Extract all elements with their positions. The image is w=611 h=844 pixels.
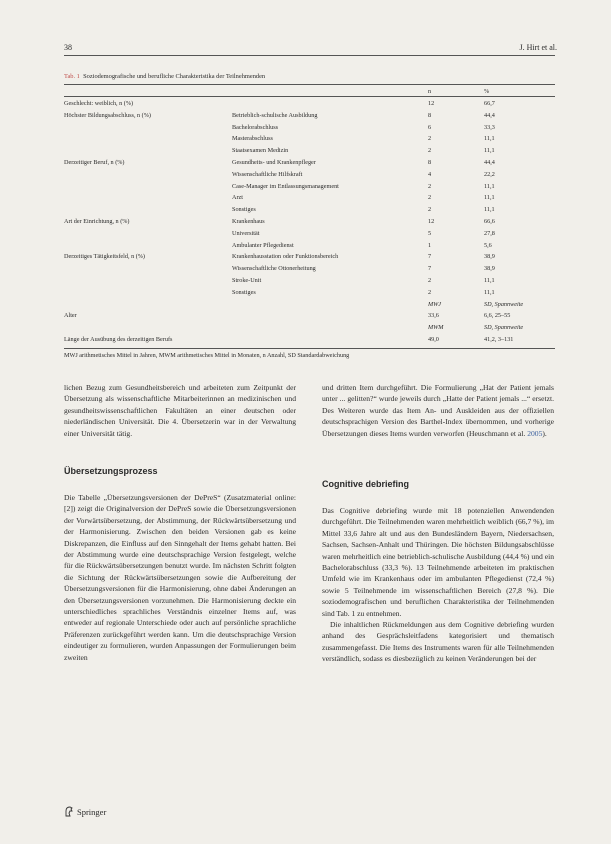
left-column-body bbox=[64, 492, 296, 663]
table-cell: Wissenschaftliche Hilfskraft bbox=[232, 170, 303, 178]
table-cell: 2 bbox=[428, 206, 432, 214]
table-cell: 8 bbox=[428, 111, 432, 119]
citation-link[interactable]: 2005 bbox=[527, 428, 543, 438]
table-cell: 2 bbox=[428, 182, 432, 190]
table-cell: Wissenschaftliche Ottonerheitung bbox=[232, 265, 316, 273]
right-column-body bbox=[322, 505, 554, 665]
table-cell: 49,0 bbox=[428, 336, 439, 343]
table-footnote: MWJ arithmetisches Mittel in Jahren, MWM arithmetisches Mittel in Monaten, n Anzahl, SD Standardabweichung bbox=[64, 352, 350, 359]
table-cell: Bachelorabschluss bbox=[232, 123, 279, 131]
table-cell: Masterabschluss bbox=[232, 135, 273, 143]
table-cell: 11,1 bbox=[484, 182, 495, 190]
table-cell: Gesundheits- und Krankenpfleger bbox=[232, 159, 316, 166]
table-cell: SD, Spannweite bbox=[484, 324, 524, 332]
table-header-percent: % bbox=[484, 88, 490, 95]
table-cell: 7 bbox=[428, 253, 432, 261]
table-cell: Geschlecht: weiblich, n (%) bbox=[64, 100, 134, 107]
page-number: 38 bbox=[64, 43, 72, 52]
table-cell: 2 bbox=[428, 277, 432, 284]
table-cell: 4 bbox=[428, 170, 432, 178]
table-cell: 5,6 bbox=[484, 241, 492, 249]
table-cell: 2 bbox=[428, 147, 432, 155]
table-cell: Staatsexamen Medizin bbox=[232, 147, 289, 155]
table-cell: MWJ bbox=[428, 300, 442, 308]
table-cell: 11,1 bbox=[484, 288, 495, 296]
table-cell: 22,2 bbox=[484, 170, 495, 178]
publisher-name: Springer bbox=[77, 806, 107, 817]
table-cell: Krankenhaus bbox=[232, 218, 265, 225]
table-cell: Stroke-Unit bbox=[232, 277, 262, 284]
table-cell: 11,1 bbox=[484, 147, 495, 155]
table-header-n: n bbox=[428, 88, 432, 95]
table-cell: Krankenhausstation oder Funktionsbereich bbox=[232, 253, 339, 261]
table-cell: Case-Manager im Entlassungsmanagement bbox=[232, 182, 339, 190]
table-cell: 66,6 bbox=[484, 218, 495, 225]
paragraph bbox=[322, 382, 554, 439]
table-cell: Ambulanter Pflegedienst bbox=[232, 241, 294, 249]
table-cell: 11,1 bbox=[484, 194, 495, 202]
running-header-authors: J. Hirt et al. bbox=[519, 43, 557, 52]
table-cell: Derzeitiger Beruf, n (%) bbox=[64, 159, 125, 166]
table-cell: Alter bbox=[64, 312, 77, 320]
table-cell: 33,6 bbox=[428, 312, 439, 320]
table-cell: 8 bbox=[428, 159, 432, 166]
section-heading-cognitive-debriefing: Cognitive debriefing bbox=[322, 479, 410, 489]
table-cell: 38,9 bbox=[484, 265, 495, 273]
table-top-rule bbox=[64, 84, 555, 85]
paragraph: lichen Bezug zum Gesundheitsbereich und arbeiteten zum Zeitpunkt der Übersetzung als wissenschaftliche Mitarbeiterinnen an medizinischen und gesundheitswissenschaftlichen Fakultäten an einer deutschen oder niederländischen Universität. Die 4. Übersetzerin war in der Verwaltung einer Universität tätig. bbox=[64, 383, 296, 438]
table-cell: 6 bbox=[428, 123, 432, 131]
table-label: Tab. 1 bbox=[64, 73, 80, 80]
table-cell: 38,9 bbox=[484, 253, 495, 261]
table-cell: 44,4 bbox=[484, 159, 495, 166]
table-cell: 2 bbox=[428, 194, 432, 202]
table-cell: Betrieblich-schulische Ausbildung bbox=[232, 111, 318, 119]
table-cell: 1 bbox=[428, 241, 432, 249]
table-cell: 44,4 bbox=[484, 111, 495, 119]
paragraph: Das Cognitive debriefing wurde mit 18 potenziellen Anwendenden durchgeführt. Die Teilnehmenden waren mehrheitlich weiblich (66,7 %), im Mittel 33,6 Jahre alt und aus den Bundesländern Bayern, Niedersachsen, Sachsen, Sachsen-Anhalt und Thüringen. Die höchsten Bildungsabschlüsse waren mehrheitlich eine betrieblich-schulische Ausbildung (44,4 %) und ein Bachelorabschluss (33,3 %). 13 Teilnehmende arbeiteten im praktischen Umfeld wie im Krankenhaus oder im ambulanten Pflegedienst (72,4 %) sowie 5 Teilnehmende im wissenschaftlichen Bereich (27,8 %). Die soziodemografischen und beruflichen Charakteristika der Teilnehmenden sind Tab. 1 zu entnehmen. bbox=[322, 506, 554, 618]
table-cell: 33,3 bbox=[484, 123, 495, 131]
table-cell: 41,2, 3–131 bbox=[484, 336, 514, 343]
springer-horse-icon bbox=[64, 806, 74, 817]
table-cell: 2 bbox=[428, 135, 432, 143]
left-column-intro bbox=[64, 382, 296, 439]
table-cell: 11,1 bbox=[484, 206, 495, 214]
table-cell: Sonstiges bbox=[232, 206, 256, 214]
table-caption bbox=[64, 73, 265, 80]
table-cell: Universität bbox=[232, 229, 260, 237]
header-rule bbox=[64, 55, 555, 56]
table-cell: 7 bbox=[428, 265, 432, 273]
table-cell: SD, Spannweite bbox=[484, 300, 524, 308]
table-cell: MWM bbox=[428, 324, 444, 332]
section-heading-translation: Übersetzungsprozess bbox=[64, 466, 158, 476]
table-cell: 12 bbox=[428, 100, 435, 107]
table-cell: Sonstiges bbox=[232, 288, 256, 296]
table-cell: 5 bbox=[428, 229, 432, 237]
paragraph-text: und dritten Item durchgeführt. Die Formulierung „Hat der Patient jemals unter ... gelitten?“ wurde jeweils durch „Hatte der Patient jemals ...“ ersetzt. Des Weiteren wurde das Item An- und Auskleiden aus der offiziellen deutschsprachigen Version des Barthel-Index übernommen, und vorherige Übersetzungen dieses Items wurden verworfen (Heuschmann et al. bbox=[322, 383, 554, 438]
paragraph: Die Tabelle „Übersetzungsversionen der DePreS“ (Zusatzmaterial online: [2]) zeigt die Originalversion der DePreS sowie die Übersetzungsversionen der Vorwärtsübersetzung, der Abstimmung, der Rückwärtsübersetzung und der Harmonisierung. Zwischen den beiden Versionen gab es keine Diskrepanzen, die Einfluss auf den Sinngehalt der Items gehabt hatten. Bei der Abstimmung wurde eine deutschsprachige Version festgelegt, welche für die Rückwärtsübersetzungen benutzt wurde. Im nächsten Schritt folgten die Sichtung der Rückwärtsübersetzungen sowie die Aufbereitung der Übersetzungsversionen für die Harmonisierung, ohne dabei Änderungen an den Übersetzungsversionen vorzunehmen. Die Harmonisierung deckte ein unterschiedliches sprachliches Verständnis einzelner Items auf, was entweder auf regionale Unterschiede oder auch auf persönliche sprachliche Präferenzen zurückgeführt werden kann. Um die deutschsprachige Version eindeutiger zu formulieren, wurden Anpassungen der Formulierungen beim zweiten bbox=[64, 493, 296, 662]
right-column-intro bbox=[322, 382, 554, 439]
table-cell: 12 bbox=[428, 218, 435, 225]
table-cell: Arzt bbox=[232, 194, 243, 202]
table-bottom-rule bbox=[64, 348, 555, 349]
table-cell: 27,8 bbox=[484, 229, 495, 237]
table-cell: Höchster Bildungsabschluss, n (%) bbox=[64, 111, 151, 119]
table-cell: 66,7 bbox=[484, 100, 495, 107]
table-header-rule bbox=[64, 96, 555, 97]
table-cell: 2 bbox=[428, 288, 432, 296]
table-cell: 11,1 bbox=[484, 135, 495, 143]
table-cell: Derzeitiges Tätigkeitsfeld, n (%) bbox=[64, 253, 145, 261]
table-cell: 6,6, 25–55 bbox=[484, 312, 511, 320]
table-cell: Art der Einrichtung, n (%) bbox=[64, 218, 130, 225]
table-cell: Länge der Ausübung des derzeitigen Berufs bbox=[64, 336, 173, 343]
table-cell: 11,1 bbox=[484, 277, 495, 284]
table-caption-text: Soziodemografische und berufliche Charakteristika der Teilnehmenden bbox=[83, 73, 266, 80]
publisher-logo bbox=[64, 806, 106, 817]
paragraph-text-end: ). bbox=[542, 428, 547, 438]
paragraph: Die inhaltlichen Rückmeldungen aus dem Cognitive debriefing wurden anhand des Gesprächsleitfadens kategorisiert und thematisch zusammengefasst. Die Items des Instruments waren für alle Teilnehmenden verständlich, sodass es diesbezüglich zu keinen Veränderungen bei der bbox=[322, 620, 554, 664]
